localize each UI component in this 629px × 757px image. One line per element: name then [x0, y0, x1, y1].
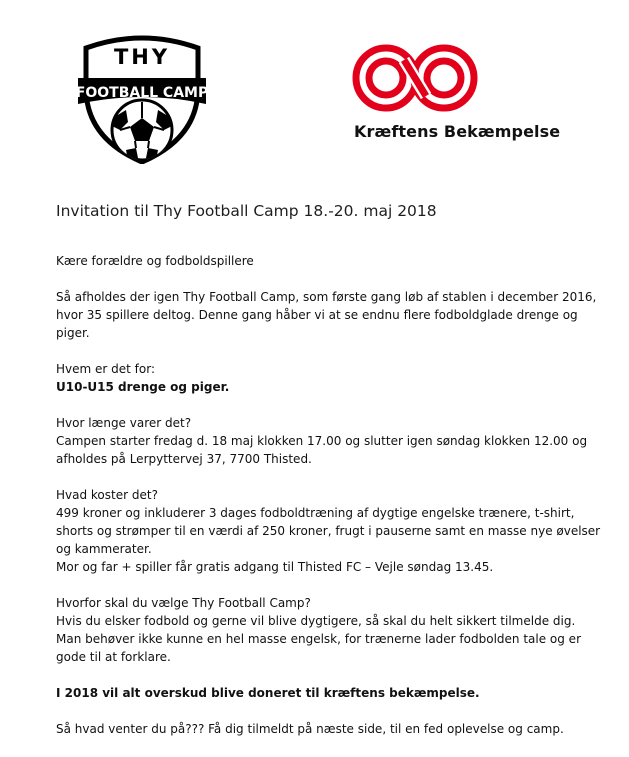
cost-line: og kammerater. — [56, 542, 152, 556]
cost-line: shorts og strømper til en værdi af 250 kroner, frugt i pauserne samt en masse nye øvelser — [56, 524, 601, 538]
header-logos — [0, 0, 629, 160]
intro-line: hvor 35 spillere deltog. Denne gang håber vi at se endnu flere fodboldglade drenge og — [56, 308, 578, 322]
kraeftens-bekaempelse-name: Kræftens Bekæmpelse — [354, 122, 561, 141]
who-question: Hvem er det for: — [56, 362, 155, 376]
duration-question: Hvor længe varer det? — [56, 416, 192, 430]
cost-line: Mor og far + spiller får gratis adgang til Thisted FC – Vejle søndag 13.45. — [56, 560, 494, 574]
why-line: gode til at forklare. — [56, 650, 171, 664]
greeting: Kære forældre og fodboldspillere — [56, 254, 254, 268]
why-section — [56, 594, 586, 666]
why-line: Man behøver ikke kunne en hel masse engelsk, for trænerne lader fodbolden tale og er — [56, 632, 581, 646]
duration-line: afholdes på Lerpyttervej 37, 7700 Thisted. — [56, 452, 312, 466]
cost-question: Hvad koster det? — [56, 488, 158, 502]
duration-section — [56, 414, 586, 468]
cost-line: 499 kroner og inkluderer 3 dages fodboldtræning af dygtige engelske trænere, t-shirt, — [56, 506, 575, 520]
intro-line: piger. — [56, 326, 90, 340]
who-answer: U10-U15 drenge og piger. — [56, 380, 230, 394]
duration-line: Campen starter fredag d. 18 maj klokken 17.00 og slutter igen søndag klokken 12.00 og — [56, 434, 588, 448]
why-question: Hvorfor skal du vælge Thy Football Camp? — [56, 596, 311, 610]
letter-body — [56, 252, 601, 738]
who-section — [56, 360, 586, 396]
intro-paragraph — [56, 288, 597, 342]
why-line: Hvis du elsker fodbold og gerne vil blive dygtigere, så skal du helt sikkert tilmelde dig. — [56, 614, 576, 628]
intro-line: Så afholdes der igen Thy Football Camp, som første gang løb af stablen i december 2016, — [56, 290, 597, 304]
donation-statement: I 2018 vil alt overskud blive doneret til kræftens bekæmpelse. — [56, 686, 480, 700]
closing-line: Så hvad venter du på??? Få dig tilmeldt på næste side, til en fed oplevelse og camp. — [56, 722, 564, 736]
logo-banner-text: FOOTBALL CAMP — [76, 85, 208, 101]
thy-football-camp-logo — [76, 30, 208, 164]
infinity-logo-icon — [356, 48, 474, 108]
logo-thy-text: THY — [113, 45, 171, 69]
invitation-title: Invitation til Thy Football Camp 18.-20. maj 2018 — [56, 202, 437, 220]
cost-section — [56, 486, 601, 576]
